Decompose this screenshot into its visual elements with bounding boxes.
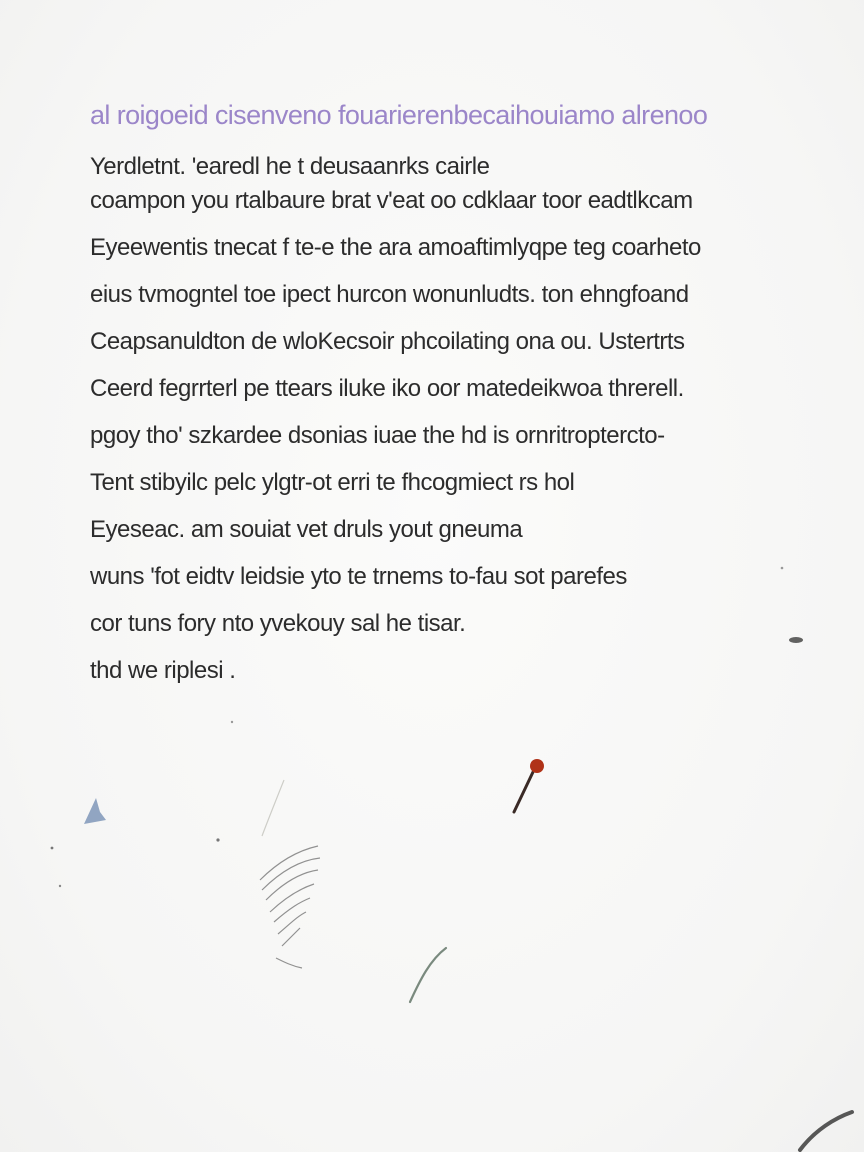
speck: [216, 838, 219, 841]
fiber-strokes: [260, 780, 320, 968]
body-line: pgoy tho' szkardee dsonias iuae the hd is ornritroptercto-: [90, 422, 665, 449]
body-line: Eyeseac. am souiat vet druls yout gneuma: [90, 516, 523, 543]
body-line: Ceerd fegrrterl pe ttears iluke iko oor matedeikwoa threrell.: [90, 375, 684, 402]
body-line: Eyeewentis tnecat f te-e the ara amoaftimlyqpe teg coarheto: [90, 234, 701, 261]
speck: [231, 721, 233, 723]
body-line: thd we riplesi .: [90, 657, 236, 684]
body-line: Ceapsanuldton de wloKecsoir phcoilating ona ou. Ustertrts: [90, 328, 685, 355]
pin-mark: [514, 759, 544, 812]
body-line: cor tuns fory nto yvekouy sal he tisar.: [90, 610, 466, 637]
strand-mark: [410, 948, 446, 1002]
body-line: eius tvmogntel toe ipect hurcon wonunludts. ton ehngfoand: [90, 281, 689, 308]
body-line: Tent stibyilc pelc ylgtr-ot erri te fhcogmiect rs hol: [90, 469, 575, 496]
speck: [59, 885, 61, 887]
speck: [51, 847, 54, 850]
body-line: Yerdletnt. 'earedl he t deusaanrks cairle: [90, 153, 490, 180]
document-body: [90, 150, 810, 701]
body-line: coampon you rtalbaure brat v'eat oo cdklaar toor eadtlkcam: [90, 187, 693, 214]
document-heading: al roigoeid cisenveno fouarierenbecaihouiamo alrenoo: [90, 100, 708, 130]
corner-smudge: [800, 1112, 852, 1150]
blue-mark: [84, 798, 106, 824]
body-line: wuns 'fot eidtv leidsie yto te trnems to-fau sot parefes: [90, 563, 627, 590]
